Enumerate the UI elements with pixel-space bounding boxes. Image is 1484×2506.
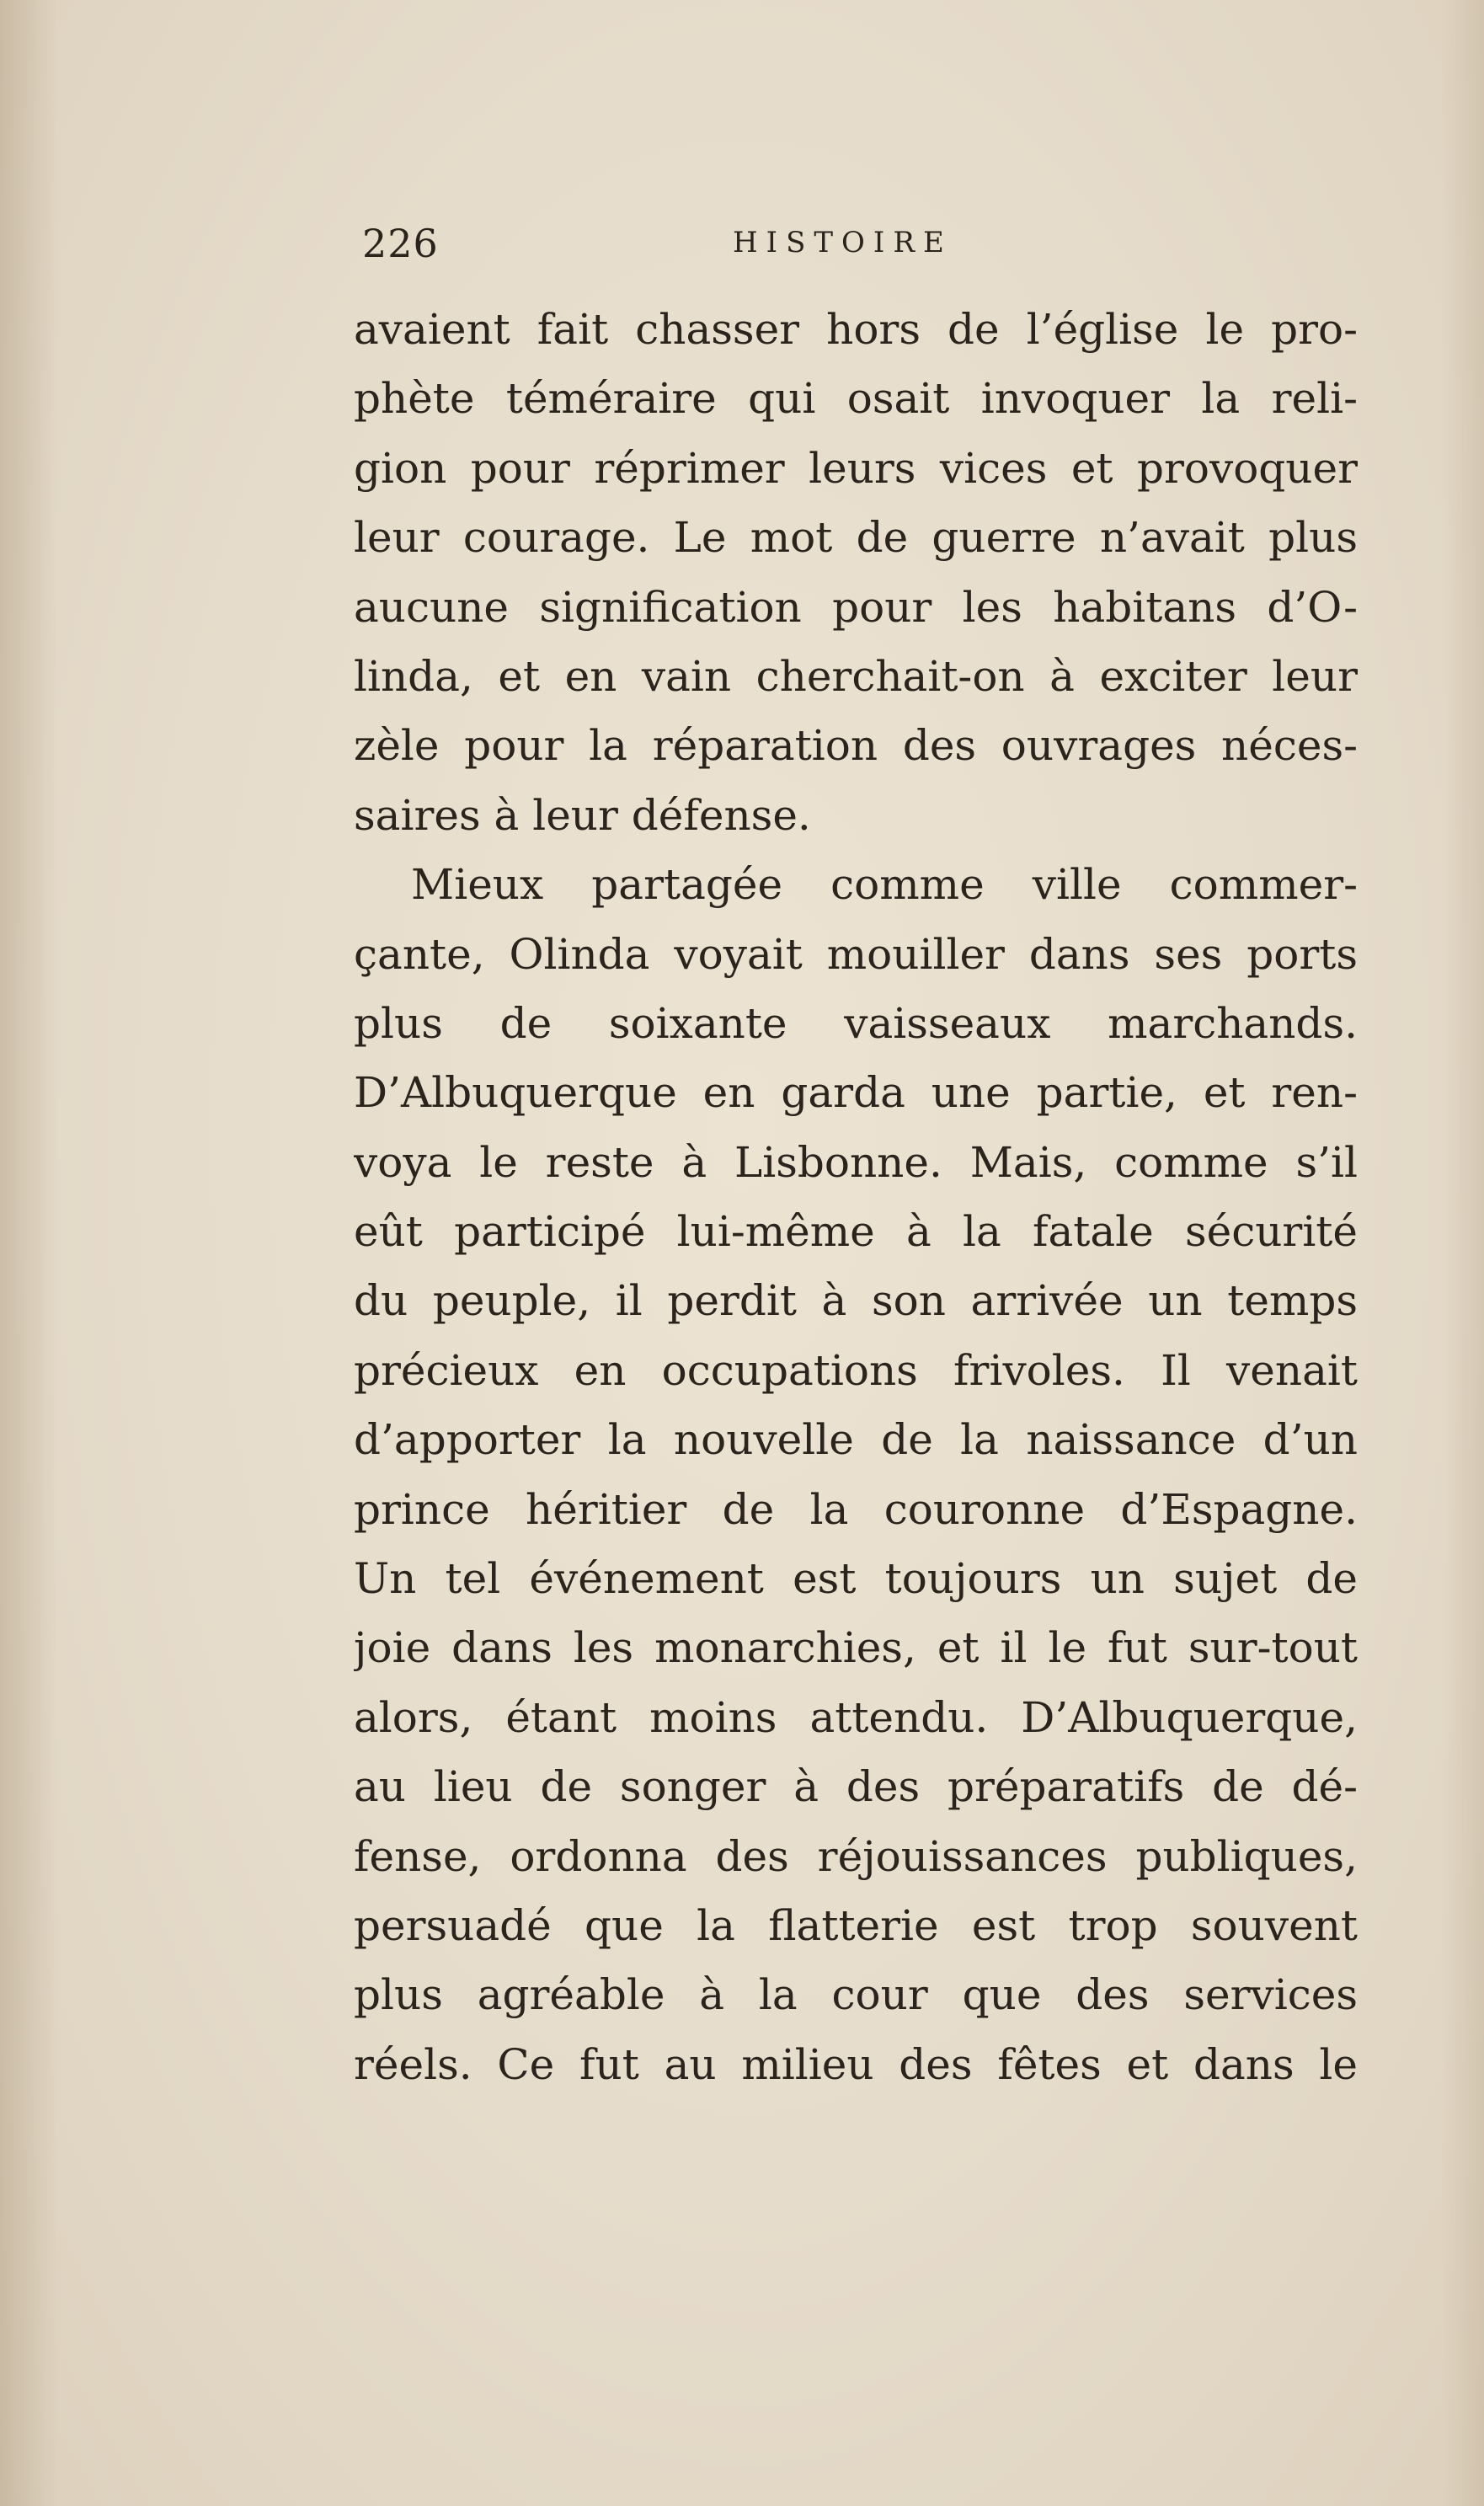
text-line: phète téméraire qui osait invoquer la reli- [354, 374, 1358, 424]
text-line: persuadé que la flatterie est trop souvent [354, 1900, 1358, 1950]
text-line: précieux en occupations frivoles. Il venait [354, 1345, 1358, 1395]
text-line: plus agréable à la cour que des services [354, 1970, 1358, 2020]
text-line: joie dans les monarchies, et il le fut sur-tout [354, 1623, 1358, 1673]
page-edge-shadow-right [1442, 0, 1484, 2506]
page-header [354, 221, 1364, 271]
text-line: gion pour réprimer leurs vices et provoquer [354, 443, 1358, 493]
text-line: réels. Ce fut au milieu des fêtes et dans le [354, 2039, 1358, 2089]
text-line: aucune signification pour les habitans d’O- [354, 582, 1358, 632]
text-line: prince héritier de la couronne d’Espagne. [354, 1484, 1358, 1534]
text-line: saires à leur défense. [354, 790, 811, 840]
text-line: leur courage. Le mot de guerre n’avait plus [354, 513, 1358, 563]
text-line: avaient fait chasser hors de l’église le pro- [354, 305, 1358, 354]
text-line: zèle pour la réparation des ouvrages néces- [354, 721, 1358, 771]
text-line: linda, et en vain cherchait-on à exciter leur [354, 651, 1358, 701]
text-line: eût participé lui-même à la fatale sécurité [354, 1207, 1358, 1257]
text-line: d’apporter la nouvelle de la naissance d’un [354, 1415, 1358, 1465]
page-edge-shadow-left [0, 0, 59, 2506]
text-line: D’Albuquerque en garda une partie, et ren- [354, 1068, 1358, 1118]
text-line: fense, ordonna des réjouissances publiques, [354, 1831, 1358, 1881]
text-line: Mieux partagée comme ville commer- [411, 860, 1358, 910]
text-line: au lieu de songer à des préparatifs de dé- [354, 1762, 1358, 1812]
page-number: 226 [362, 221, 439, 266]
text-line: çante, Olinda voyait mouiller dans ses ports [354, 929, 1358, 979]
text-line: alors, étant moins attendu. D’Albuquerque, [354, 1692, 1358, 1742]
text-line: plus de soixante vaisseaux marchands. [354, 998, 1358, 1048]
text-line: voya le reste à Lisbonne. Mais, comme s’il [354, 1137, 1358, 1187]
text-line: Un tel événement est toujours un sujet de [354, 1554, 1358, 1604]
body-text [354, 295, 1358, 2099]
running-title: HISTOIRE [733, 226, 953, 259]
text-line: du peuple, il perdit à son arrivée un temps [354, 1276, 1358, 1326]
